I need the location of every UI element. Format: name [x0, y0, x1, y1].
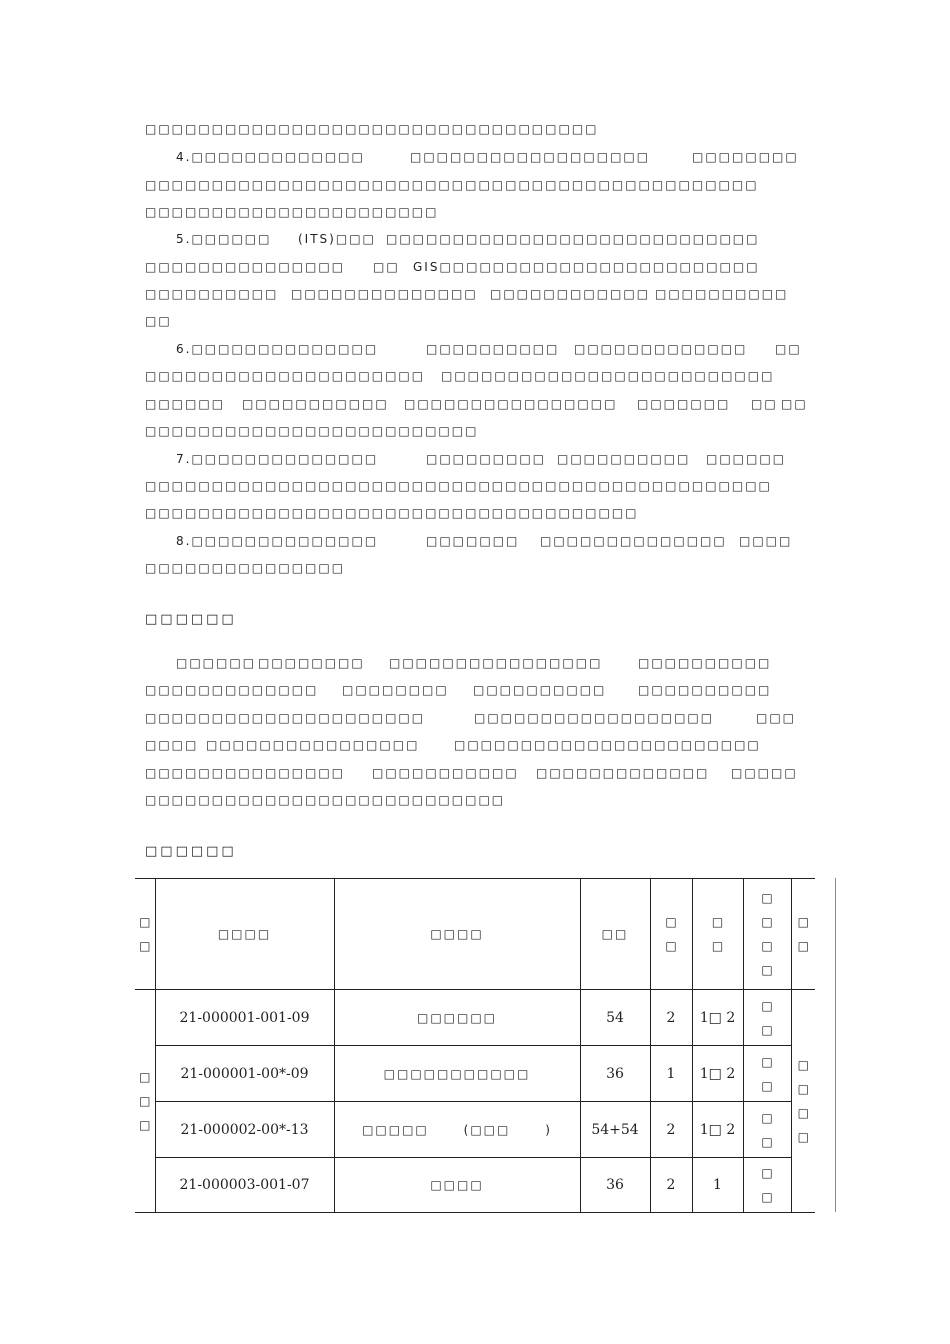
text-line: □□□□□□□□□□□□□□□□□□ [474, 711, 715, 725]
text-line: □□□□□□□ [426, 534, 520, 548]
header-col1: □ □ [135, 879, 155, 990]
text-line: □□□□□□□□□□□□□□□□□□ [410, 150, 651, 164]
course-credits: 2 [650, 990, 692, 1046]
text-line: □□□□□□□□□□ [638, 656, 772, 670]
course-term: 1□ 2 [692, 1102, 743, 1158]
text-line: □□□□□□□□□□□□ [490, 287, 651, 301]
table-header-row [135, 879, 815, 990]
text-line: □□□□□□□□□□ [426, 342, 560, 356]
section-heading: □□□□□□ [145, 844, 237, 859]
text-line: □□□□□□□□□□□□□□□ [145, 561, 346, 575]
text-line: □□□□□□□□□□□□□□□□□□□□□□□□□□□ [145, 793, 506, 807]
header-c8: □ □ [791, 879, 815, 990]
course-type: □ □ [743, 1046, 791, 1102]
course-name: □□□□□□ [334, 990, 580, 1046]
text-line: □□□□□□□□□□□□□ [145, 683, 319, 697]
text-line: □□□□□□□□□□□□□□□□ [389, 656, 603, 670]
text-line: □□□□□□□□□□□□□□□□□□□□□□□□□ [441, 369, 775, 383]
text-line: □□□□□□□□□□□□□ [574, 342, 748, 356]
course-type: □ □ [743, 990, 791, 1046]
text-line: □□□□□□ [706, 452, 787, 466]
text-line: □□□□□□□□□□□□□□□□□□□□□□□□□□□□□□□□□□□□□ [145, 506, 639, 520]
course-table [135, 878, 815, 1213]
header-hours: □□ [580, 879, 650, 990]
text-line: □□□□□□□□□□□□□□□ [145, 766, 346, 780]
text-line: □□□□□□□□□□ [655, 287, 789, 301]
course-credits: 2 [650, 1158, 692, 1213]
text-line: □□ [145, 314, 172, 328]
course-term: 1□ 2 [692, 1046, 743, 1102]
course-code: 21-000003-001-07 [155, 1158, 334, 1213]
text-line: □□□□□□□□□□□□□□□□ [206, 738, 420, 752]
text-line: □□□□ [739, 534, 793, 548]
course-type: □ □ [743, 1102, 791, 1158]
table-row [135, 1102, 815, 1158]
course-type: □ □ [743, 1158, 791, 1213]
text-line: □□□□□□□□□□ [638, 683, 772, 697]
course-name: □□□□ [334, 1158, 580, 1213]
text-line: □□□□□□□□□□□□□□□□□□□□□□□□□□□□□□□□□□ [145, 122, 599, 136]
text-line: □□□□□□□□□□ [557, 452, 691, 466]
text-line: 5.□□□□□□ [176, 232, 272, 246]
text-line: □□□□□□□□□□ [145, 287, 279, 301]
text-line: □□□□□□□□□□□□□□□□□□□□□ [145, 711, 426, 725]
header-c5: □ □ [650, 879, 692, 990]
text-line: GIS□□□□□□□□□□□□□□□□□□□□□□□□ [413, 260, 760, 274]
table-row [135, 1046, 815, 1102]
text-line: □□ [781, 397, 808, 411]
text-line: □□ [373, 260, 400, 274]
text-line: □□□□□□□□ [258, 656, 365, 670]
text-line: □□□□□□□□□ [426, 452, 547, 466]
text-line: □□□□□□□□□□□□□□□□□□□□□□□□□□□□□□□□□□□□□□□□□□□□□□□ [145, 479, 772, 493]
text-line: □□□□□□□□□□□□□□□ [145, 260, 346, 274]
text-line: □□□□□□□□□□□□□ [536, 766, 710, 780]
text-line: □□□□□□□□□□□□□□□□□□□□□ [145, 369, 426, 383]
text-line: □□□□□□□□□□□□□□ [291, 287, 478, 301]
text-line: 8.□□□□□□□□□□□□□□ [176, 534, 379, 548]
text-line: □□□□□□□□ [342, 683, 449, 697]
course-code: 21-000002-00*-13 [155, 1102, 334, 1158]
text-line: □□□ [756, 711, 797, 725]
course-term: 1 [692, 1158, 743, 1213]
text-line: 6.□□□□□□□□□□□□□□ [176, 342, 379, 356]
text-line: □□ [751, 397, 778, 411]
header-name: □□□□ [334, 879, 580, 990]
text-line: □□□□□□□□□□□ [242, 397, 389, 411]
group-note: □ □ □ □ [791, 990, 815, 1213]
text-line: □□□□□□ [145, 397, 226, 411]
text-line: □□□□□□□□□□□□□□□□□□□□□□□□□ [145, 424, 479, 438]
text-line: □□□□□□□□□□□ [372, 766, 519, 780]
text-line: □□□□□□□□□□ [473, 683, 607, 697]
text-line: □□□□ [145, 738, 199, 752]
text-line: □□□□□□□□□□□□□□□□□□□□□□□□□□□□□□□□□□□□□□□□□□□□□□ [145, 178, 759, 192]
text-line: 4.□□□□□□□□□□□□□ [176, 150, 365, 164]
text-line: □□□□□ [731, 766, 798, 780]
course-hours: 54 [580, 990, 650, 1046]
course-term: 1□ 2 [692, 990, 743, 1046]
course-code: 21-000001-00*-09 [155, 1046, 334, 1102]
header-c7: □ □ □ □ [743, 879, 791, 990]
table-row [135, 1158, 815, 1213]
header-c6: □ □ [692, 879, 743, 990]
text-line: (ITS)□□□ [298, 232, 376, 246]
header-code: □□□□ [155, 879, 334, 990]
text-line: □□□□□□□□□□□□□□□□□□□□□□ [145, 205, 439, 219]
course-name: □□□□□□□□□□□ [334, 1046, 580, 1102]
table-right-rule [835, 878, 836, 1212]
text-line: □□□□□□□ [637, 397, 731, 411]
course-hours: 36 [580, 1158, 650, 1213]
text-line: □□□□□□□□ [692, 150, 799, 164]
course-hours: 36 [580, 1046, 650, 1102]
course-credits: 1 [650, 1046, 692, 1102]
text-line: □□□□□□□□□□□□□□ [540, 534, 727, 548]
text-line: 7.□□□□□□□□□□□□□□ [176, 452, 379, 466]
course-name: □□□□□ (□□□ ) [334, 1102, 580, 1158]
course-hours: 54+54 [580, 1102, 650, 1158]
group-label: □ □ □ [135, 990, 155, 1213]
text-line: □□ [775, 342, 802, 356]
text-line: □□□□□□□□□□□□□□□□□□□□□□□□□□□□ [386, 232, 760, 246]
section-heading: □□□□□□ [145, 612, 237, 627]
text-line: □□□□□□□□□□□□□□□□ [404, 397, 618, 411]
course-code: 21-000001-001-09 [155, 990, 334, 1046]
course-credits: 2 [650, 1102, 692, 1158]
text-line: □□□□□□□□□□□□□□□□□□□□□□□ [454, 738, 761, 752]
text-line: □□□□□□ [176, 656, 257, 670]
table-row [135, 990, 815, 1046]
